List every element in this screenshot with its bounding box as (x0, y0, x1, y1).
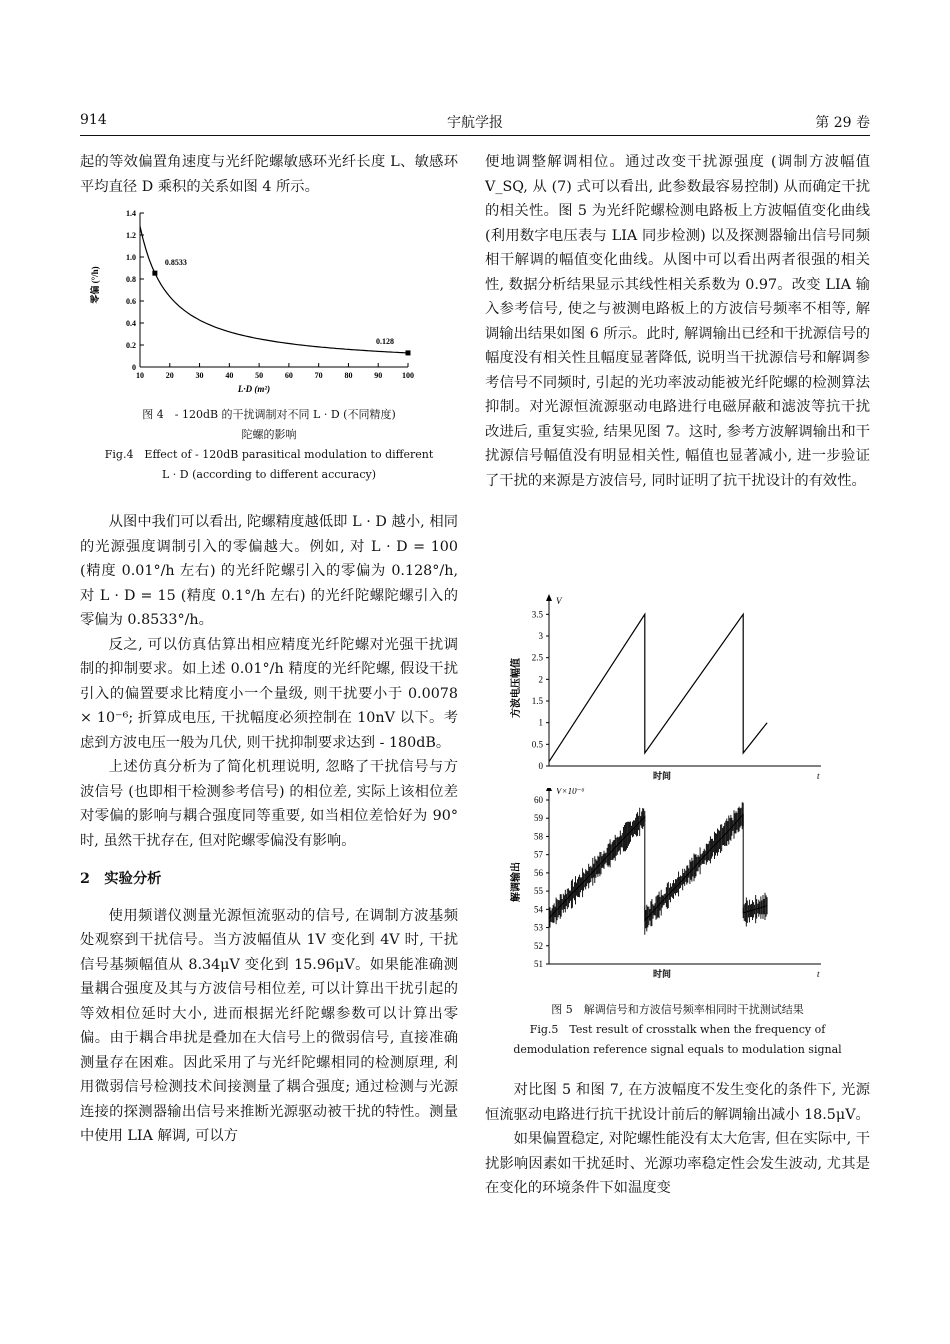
data-label: 0.8533 (164, 258, 187, 268)
series-line (140, 226, 408, 353)
data-label: 0.128 (376, 336, 394, 346)
volume-label: 第 29 卷 (815, 115, 870, 131)
x-axis-label: 时间 (652, 771, 672, 781)
y-tick-label: 2 (538, 674, 543, 685)
y-tick-label: 0.5 (531, 739, 543, 750)
y-tick-label: 60 (534, 795, 543, 805)
data-point (152, 271, 157, 276)
y-tick-label: 51 (534, 959, 543, 969)
x-tick-label: 40 (225, 371, 234, 380)
figure-5-square-wave-chart (505, 588, 840, 783)
caption-en-2: L · D (according to different accuracy) (162, 468, 376, 481)
figure-4-chart (80, 205, 420, 395)
journal-name: 宇航学报 (447, 115, 503, 131)
y-axis-label: 零偏 (°/h) (90, 266, 100, 304)
x-tick-label: 90 (374, 371, 383, 380)
y-tick-label: 1.5 (531, 696, 543, 706)
y-tick-label: 3.5 (531, 609, 543, 620)
x-tick-label: 50 (255, 371, 264, 380)
section-heading: 2 实验分析 (80, 871, 162, 887)
caption-cn-2: 陀螺的影响 (241, 428, 297, 441)
y-tick-label: 1.2 (126, 231, 136, 240)
caption-en-2: demodulation reference signal equals to modulation signal (513, 1043, 842, 1056)
y-axis-label: 方波电压幅值 (511, 658, 522, 718)
left-column-top (80, 150, 458, 199)
x-tick-label: 30 (195, 371, 204, 380)
y-tick-label: 3 (538, 631, 543, 641)
y-tick-label: 54 (534, 904, 543, 915)
y-axis-arrow (546, 788, 552, 791)
left-column-body (80, 510, 458, 1149)
paragraph: 反之, 可以仿真估算出相应精度光纤陀螺对光强干扰调制的抑制要求。如上述 0.01°/h 精度的光纤陀螺, 假设干扰引入的偏置要求比精度小一个量级, 则干扰要小于 0.0078 × 10⁻⁶; 折算成电压, 干扰幅度必须控制在 10nV 以下。考虑到方波电压一般为几伏, 则干扰抑制要求达到 - 180dB。 (80, 636, 458, 751)
y-axis-label: 解调输出 (511, 862, 522, 902)
x-axis-label: 时间 (652, 969, 672, 979)
caption-cn: 图 4 - 120dB 的干扰调制对不同 L · D (不同精度) (142, 408, 396, 421)
paragraph: 从图中我们可以看出, 陀螺精度越低即 L · D 越小, 相同的光源强度调制引入的零偏越大。例如, 对 L · D = 100 (精度 0.01°/h 左右) 的光纤陀螺引入的零偏为 0.128°/h, 对 L · D = 15 (精度 0.1°/h 左右) 的光纤陀螺陀螺引入的零偏为 0.8533°/h。 (80, 514, 458, 628)
caption-cn: 图 5 解调信号和方波信号频率相同时干扰测试结果 (551, 1003, 804, 1016)
figure-5-caption (485, 1000, 870, 1060)
header-rule (80, 135, 870, 136)
y-tick-label: 59 (534, 813, 543, 824)
series-line (549, 614, 767, 761)
x-tick-label: 10 (136, 371, 144, 380)
y-tick-label: 55 (534, 886, 543, 897)
y-tick-label: 57 (534, 849, 543, 860)
y-unit-label: V (556, 596, 562, 606)
y-axis-arrow (546, 594, 552, 601)
series-noise (549, 802, 767, 934)
caption-en: Fig.5 Test result of crosstalk when the frequency of (529, 1023, 826, 1036)
x-tick-label: 70 (314, 371, 323, 380)
right-column-top (485, 150, 870, 493)
paragraph: 使用频谱仪测量光源恒流驱动的信号, 在调制方波基频处观察到干扰信号。当方波幅值从 1V 变化到 4V 时, 干扰信号基频幅值从 8.34μV 变化到 15.96μV。如果能准确测量耦合强度及其与方波信号相位差, 可以计算出干扰引起的等效相位延时大小, 进而根据光纤陀螺参数可以计算出零偏。由于耦合串扰是叠加在大信号上的微弱信号, 直接准确测量存在困难。因此采用了与光纤陀螺相同的检测原理, 利用微弱信号检测技术间接测量了耦合强度; 通过检测与光源连接的探测器输出信号来推断光源驱动被干扰的特性。测量中使用 LIA 解调, 可以方 (80, 907, 458, 1144)
y-tick-label: 0 (538, 761, 543, 771)
right-column-bottom (485, 1078, 870, 1201)
y-tick-label: 53 (534, 922, 543, 933)
y-tick-label: 2.5 (531, 652, 543, 663)
y-tick-label: 58 (534, 831, 543, 842)
x-tick-label: 60 (284, 371, 293, 380)
y-tick-label: 1 (538, 717, 543, 728)
x-unit-label: t (817, 969, 820, 979)
y-tick-label: 56 (534, 867, 543, 878)
paragraph: 对比图 5 和图 7, 在方波幅度不发生变化的条件下, 光源恒流驱动电路进行抗干扰设计前后的解调输出减小 18.5μV。 (485, 1082, 870, 1123)
x-tick-label: 20 (165, 371, 174, 380)
y-tick-label: 0.8 (126, 275, 136, 284)
page-number: 914 (80, 112, 107, 128)
paragraph: 起的等效偏置角速度与光纤陀螺敏感环光纤长度 L、敏感环平均直径 D 乘积的关系如图 4 所示。 (80, 154, 458, 195)
data-point (406, 350, 411, 355)
y-tick-label: 1.0 (126, 253, 136, 262)
y-unit-label: V×10⁻⁶ (556, 788, 585, 796)
x-tick-label: 80 (344, 371, 353, 380)
figure-5-demod-output-chart (505, 788, 840, 993)
paragraph: 如果偏置稳定, 对陀螺性能没有太大危害, 但在实际中, 干扰影响因素如干扰延时、光源功率稳定性会发生波动, 尤其是在变化的环境条件下如温度变 (485, 1131, 870, 1196)
y-tick-label: 52 (534, 940, 543, 951)
y-tick-label: 0.6 (126, 297, 136, 306)
x-unit-label: t (817, 771, 820, 781)
x-tick-label: 100 (402, 371, 414, 380)
y-tick-label: 0.2 (126, 341, 136, 350)
y-tick-label: 0.4 (126, 319, 136, 328)
x-axis-label: L·D (m²) (237, 384, 271, 394)
paragraph: 上述仿真分析为了简化机理说明, 忽略了干扰信号与方波信号 (也即相干检测参考信号) 的相位差, 实际上该相位差对零偏的影响与耦合强度同等重要, 如当相位差恰好为 90°时, 虽然干扰存在, 但对陀螺零偏没有影响。 (80, 759, 458, 849)
figure-4-caption (80, 405, 458, 485)
y-tick-label: 0 (132, 363, 136, 372)
paragraph: 便地调整解调相位。通过改变干扰源强度 (调制方波幅值 V_SQ, 从 (7) 式可以看出, 此参数最容易控制) 从而确定干扰的相关性。图 5 为光纤陀螺检测电路板上方波幅值变化曲线 (利用数字电压表与 LIA 同步检测) 以及探测器输出信号同频相干解调的幅值变化曲线。从图中可以看出两者很强的相关性, 数据分析结果显示其线性相关系数为 0.97。改变 LIA 输入参考信号, 使之与被测电路板上的方波信号频率不相等, 解调输出结果如图 6 所示。此时, 解调输出已经和干扰源信号的幅度没有相关性且幅度显著降低, 说明当干扰源信号和解调参考信号不同频时, 引起的光功率波动能被光纤陀螺的检测算法抑制。对光源恒流源驱动电路进行电磁屏蔽和滤波等抗干扰改进后, 重复实验, 结果见图 7。这时, 参考方波解调输出和干扰源信号幅值没有明显相关性, 幅值也显著减小, 进一步验证了干扰的来源是方波信号, 同时证明了抗干扰设计的有效性。 (485, 154, 870, 489)
y-tick-label: 1.4 (126, 209, 136, 218)
caption-en: Fig.4 Effect of - 120dB parasitical modulation to different (104, 448, 434, 461)
